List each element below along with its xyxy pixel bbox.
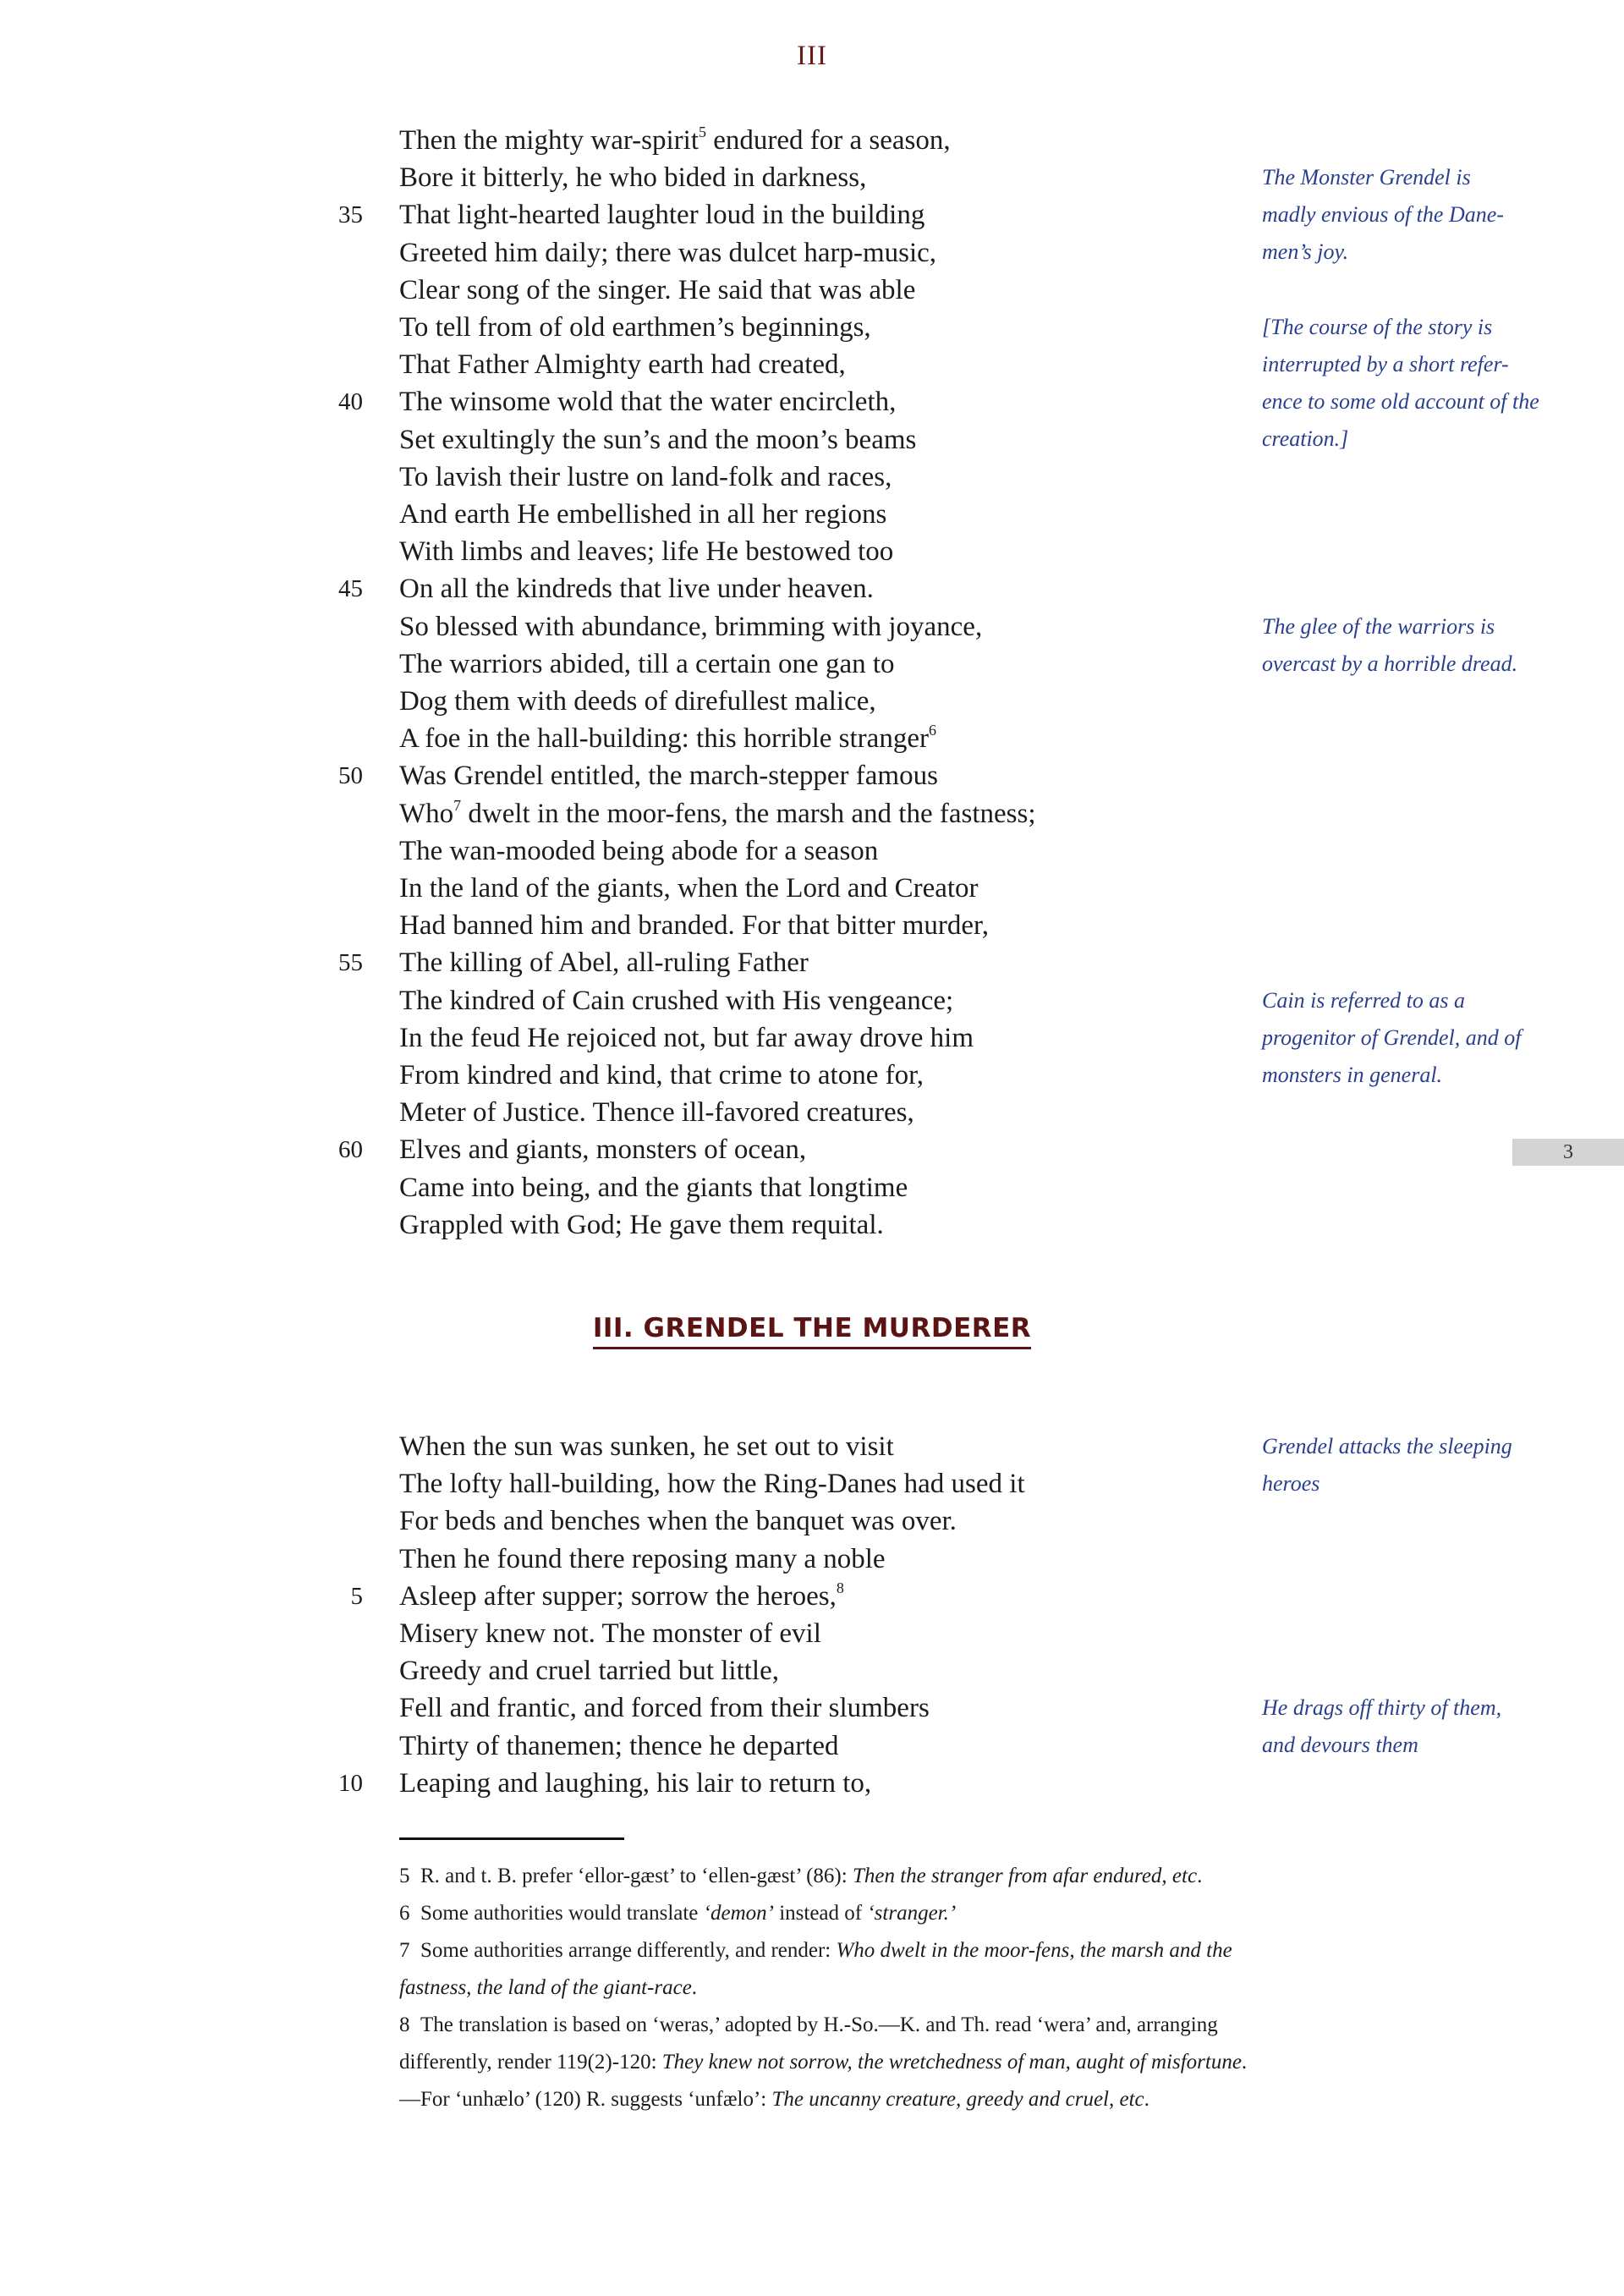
verse-line: Elves and giants, monsters of ocean, — [399, 1134, 807, 1166]
verse-line: Clear song of the singer. He said that was able — [399, 274, 916, 305]
verse-line: In the land of the giants, when the Lord and Creator — [399, 873, 979, 904]
section-title-text: III. GRENDEL THE MURDERER — [593, 1313, 1031, 1349]
footnote-italic: Then the stranger from afar endured, etc — [852, 1865, 1198, 1887]
footnote-rule — [399, 1837, 624, 1840]
verse-line: For beds and benches when the banquet was over. — [399, 1506, 957, 1537]
verse-line: The warriors abided, till a certain one gan to — [399, 648, 895, 679]
footnote-italic: They knew not sorrow, the wretchedness of man, aught of misfortune — [661, 2051, 1242, 2074]
verse-line: Then he found there reposing many a noble — [399, 1543, 886, 1574]
line-number: 50 — [338, 762, 363, 790]
verse-line: That Father Almighty earth had created, — [399, 349, 846, 381]
verse-line: From kindred and kind, that crime to atone for, — [399, 1060, 924, 1090]
footnotes — [399, 1858, 1254, 2118]
verse-line: Came into being, and the giants that longtime — [399, 1172, 908, 1203]
verse-line: Was Grendel entitled, the march-stepper famous — [399, 761, 938, 792]
margin-gloss-line: and devours them — [1262, 1733, 1418, 1758]
verse-line: Who$^7$ dwelt in the moor-fens, the marsh and the fastness; — [399, 796, 1036, 829]
footnote-italic: ‘demon’ — [703, 1902, 774, 1925]
margin-gloss — [1262, 608, 1533, 683]
verse-line: The winsome wold that the water encircleth, — [399, 387, 897, 418]
footnote-number: 5 — [399, 1865, 420, 1887]
verse-line: The killing of Abel, all-ruling Father — [399, 948, 809, 979]
margin-gloss-line: monsters in general. — [1262, 1062, 1443, 1087]
margin-gloss-line: Cain is referred to as a — [1262, 987, 1466, 1013]
footnote-ref: 8 — [836, 1579, 844, 1596]
line-number: 5 — [350, 1582, 363, 1610]
verse-line: And earth He embellished in all her regions — [399, 499, 887, 530]
margin-gloss-line: He drags off thirty of them, — [1262, 1695, 1502, 1721]
footnote-number: 6 — [399, 1902, 420, 1925]
margin-gloss-line: madly envious of the Dane- — [1262, 202, 1504, 228]
verse-line: That light-hearted laughter loud in the building — [399, 200, 925, 231]
footnote-italic: ‘stranger.’ — [867, 1902, 957, 1925]
running-head: III — [797, 41, 827, 71]
verse-line: To tell from of old earthmen’s beginnings, — [399, 312, 871, 343]
page-number-tab: 3 — [1512, 1139, 1624, 1166]
margin-gloss-line: interrupted by a short refer- — [1262, 352, 1509, 376]
margin-gloss — [1262, 1428, 1533, 1502]
verse-line: A foe in the hall-building: this horrible stranger$^6$ — [399, 722, 936, 755]
margin-gloss-line: The Monster Grendel is — [1262, 165, 1471, 190]
line-number: 40 — [338, 388, 363, 416]
verse-line: Then the mighty war-spirit$^5$ endured for a season, — [399, 124, 951, 156]
verse-line: The wan-mooded being abode for a season — [399, 835, 879, 866]
footnote: 8 The translation is based on ‘weras,’ adopted by H.-So.—K. and Th. read ‘wera’ and, arranging differently, render 119(2)-120: They knew not sorrow, the wretchedness of man, aught of misfortune.—For ‘unhælo’ (120) R. suggests ‘unfælo’: The uncanny creature, greedy and cruel, etc. — [399, 2013, 1248, 2111]
margin-gloss-line: ence to some old account of the — [1262, 389, 1539, 414]
margin-gloss-line: The glee of the warriors is — [1262, 613, 1495, 639]
line-number: 45 — [338, 575, 363, 603]
margin-gloss — [1262, 982, 1533, 1094]
verse-line: The kindred of Cain crushed with His vengeance; — [399, 985, 954, 1016]
margin-gloss-line: Grendel attacks the sleeping — [1262, 1434, 1512, 1458]
verse-line: So blessed with abundance, brimming with joyance, — [399, 611, 983, 642]
verse-line: To lavish their lustre on land-folk and races, — [399, 461, 892, 492]
margin-gloss-line: [The course of the story is — [1262, 315, 1493, 339]
footnote-ref: 7 — [453, 796, 462, 814]
margin-gloss-line: overcast by a horrible dread. — [1262, 651, 1518, 676]
footnote: 6 Some authorities would translate ‘demon’ instead of ‘stranger.’ — [399, 1902, 957, 1925]
margin-gloss — [1262, 159, 1533, 271]
margin-gloss-line: creation.] — [1262, 426, 1349, 451]
verse-line: Asleep after supper; sorrow the heroes,$^8$ — [399, 1579, 844, 1612]
verse-line: In the feud He rejoiced not, but far away drove him — [399, 1022, 974, 1053]
verse-line: Greedy and cruel tarried but little, — [399, 1656, 779, 1687]
line-number: 35 — [338, 201, 363, 229]
verse-line: Meter of Justice. Thence ill-favored creatures, — [399, 1097, 914, 1129]
line-number: 55 — [338, 949, 363, 977]
verse-line: Greeted him daily; there was dulcet harp-music, — [399, 237, 937, 268]
margin-gloss-line: heroes — [1262, 1471, 1320, 1496]
footnote-number: 8 — [399, 2013, 420, 2036]
verse-line: With limbs and leaves; life He bestowed too — [399, 536, 894, 568]
margin-gloss — [1262, 1689, 1533, 1764]
verse-line: On all the kindreds that live under heaven. — [399, 574, 874, 605]
footnote-ref: 6 — [928, 722, 936, 739]
footnote-number: 7 — [399, 1939, 420, 1962]
footnote-ref: 5 — [699, 124, 707, 140]
verse-line: Dog them with deeds of direfullest malice, — [399, 686, 876, 717]
footnote: 5 R. and t. B. prefer ‘ellor-gæst’ to ‘ellen-gæst’ (86): Then the stranger from afar endured, etc. — [399, 1865, 1203, 1887]
margin-gloss — [1262, 309, 1539, 458]
verse-line: Fell and frantic, and forced from their slumbers — [399, 1693, 930, 1724]
footnote-italic: The uncanny creature, greedy and cruel, etc — [771, 2088, 1144, 2111]
verse-line: The lofty hall-building, how the Ring-Danes had used it — [399, 1469, 1025, 1500]
verse-line: Misery knew not. The monster of evil — [399, 1618, 821, 1649]
margin-gloss-line: progenitor of Grendel, and of — [1262, 1024, 1522, 1050]
line-number: 10 — [338, 1769, 363, 1797]
section-title — [0, 1313, 1624, 1343]
margin-gloss-line: men’s joy. — [1262, 239, 1349, 265]
verse-line: Thirty of thanemen; thence he departed — [399, 1730, 839, 1761]
footnote: 7 Some authorities arrange differently, and render: Who dwelt in the moor-fens, the marsh and the fastness, the land of the giant-race. — [399, 1939, 1232, 1999]
footnote-italic: Who dwelt in the moor-fens, the marsh and the fastness, the land of the giant-race — [399, 1939, 1232, 1999]
verse-line: When the sun was sunken, he set out to visit — [399, 1431, 894, 1462]
verse-line: Grappled with God; He gave them requital. — [399, 1209, 884, 1240]
verse-line: Set exultingly the sun’s and the moon’s beams — [399, 424, 917, 455]
verse-line: Bore it bitterly, he who bided in darkness, — [399, 162, 867, 194]
verse-line: Had banned him and branded. For that bitter murder, — [399, 910, 989, 942]
verse-line: Leaping and laughing, his lair to return to, — [399, 1767, 872, 1799]
line-number: 60 — [338, 1136, 363, 1164]
